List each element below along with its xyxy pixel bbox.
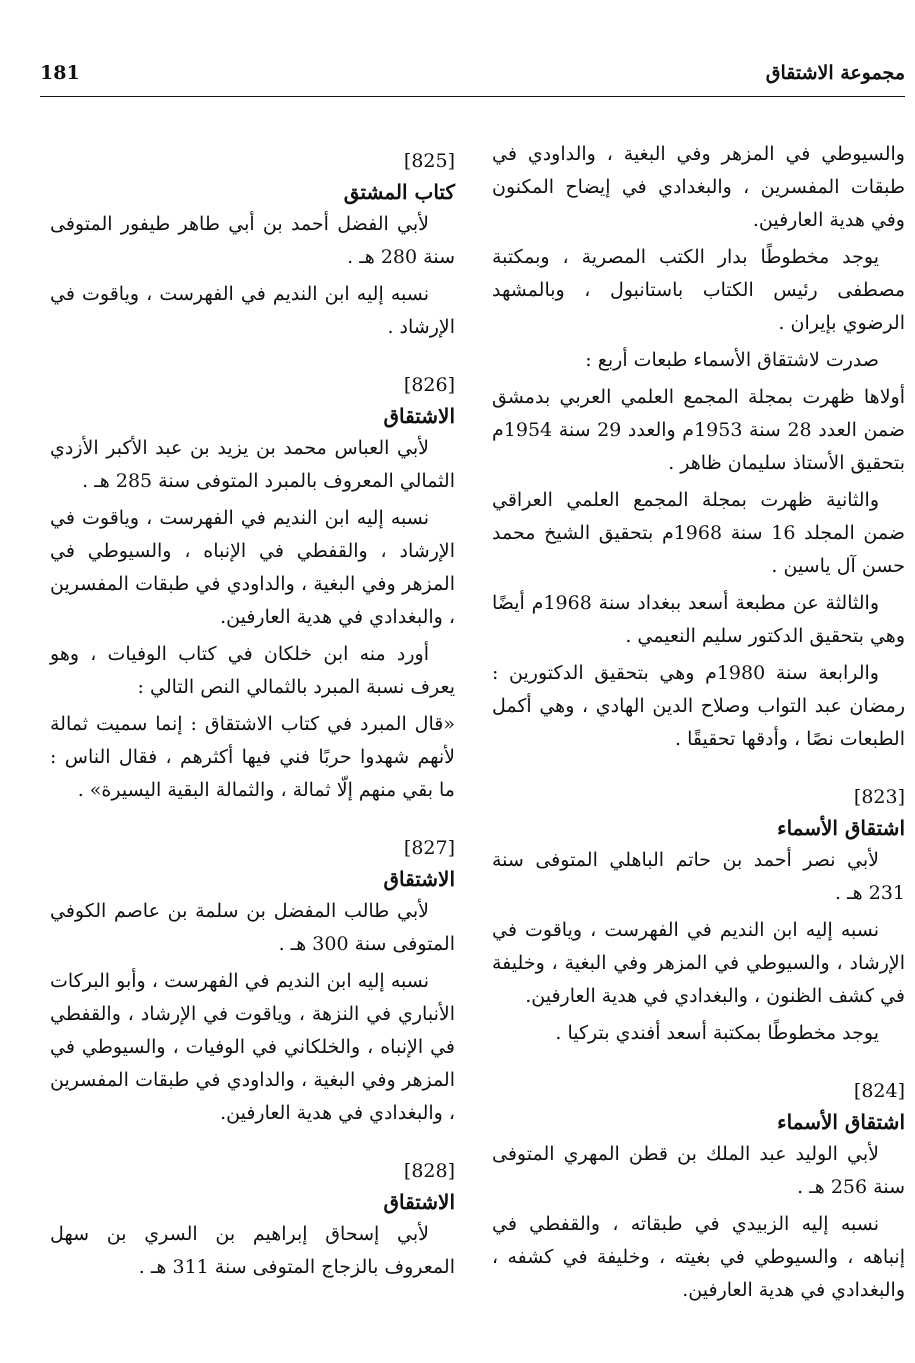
left-column [50, 142, 455, 1310]
entry-825 [50, 146, 455, 344]
running-title: مجموعة الاشتقاق [765, 62, 905, 84]
entry-number: [823] [853, 786, 905, 808]
entry-title: الاشتقاق [383, 1190, 455, 1214]
paragraph: نسبه إليه ابن النديم في الفهرست ، وياقوت في الإرشاد . [50, 283, 455, 338]
entry-title: الاشتقاق [383, 404, 455, 428]
paragraph: أورد منه ابن خلكان في كتاب الوفيات ، وهو يعرف نسبة المبرد بالثمالي النص التالي : [50, 643, 455, 698]
paragraph: لأبي نصر أحمد بن حاتم الباهلي المتوفى سنة 231 هـ . [492, 849, 905, 904]
paragraph: لأبي إسحاق إبراهيم بن السري بن سهل المعروف بالزجاج المتوفى سنة 311 هـ . [50, 1223, 455, 1278]
entry-number: [824] [853, 1080, 905, 1102]
entry-number: [826] [403, 374, 455, 396]
entry-826 [50, 370, 455, 807]
entry-title: اشتقاق الأسماء [777, 816, 905, 840]
paragraph: والرابعة سنة 1980م وهي بتحقيق الدكتورين : رمضان عبد التواب وصلاح الدين الهادي ، وهي أكمل الطبعات نصًا ، وأدقها تحقيقًا . [492, 662, 905, 750]
paragraph: أولاها ظهرت بمجلة المجمع العلمي العربي بدمشق ضمن العدد 28 سنة 1953م والعدد 29 سنة 1954م بتحقيق الأستاذ سليمان ظاهر . [492, 386, 906, 474]
paragraph: لأبي العباس محمد بن يزيد بن عبد الأكبر الأزدي الثمالي المعروف بالمبرد المتوفى سنة 285 هـ . [50, 437, 455, 492]
continuation-text [492, 138, 905, 756]
paragraph: نسبه إليه ابن النديم في الفهرست ، وياقوت في الإرشاد ، والقفطي في الإنباه ، والسيوطي في المزهر وفي البغية ، والداودي في طبقات المفسرين ، والبغدادي في هدية العارفين. [50, 507, 455, 628]
paragraph: يوجد مخطوطًا بدار الكتب المصرية ، وبمكتبة مصطفى رئيس الكتاب باستانبول ، وبالمشهد الرضوي بإيران . [492, 246, 905, 334]
entry-title: الاشتقاق [383, 867, 455, 891]
paragraph: والسيوطي في المزهر وفي البغية ، والداودي في طبقات المفسرين ، والبغدادي في إيضاح المكنون وفي هدية العارفين. [492, 143, 905, 231]
page-header [40, 62, 905, 94]
entry-title: كتاب المشتق [343, 180, 455, 204]
entry-828 [50, 1156, 455, 1284]
entry-number: [828] [403, 1160, 455, 1182]
entry-number: [825] [403, 150, 455, 172]
paragraph: لأبي الوليد عبد الملك بن قطن المهري المتوفى سنة 256 هـ . [492, 1143, 905, 1198]
entry-number: [827] [403, 837, 455, 859]
entry-title: اشتقاق الأسماء [777, 1110, 905, 1134]
right-column [492, 138, 905, 1333]
header-divider [40, 96, 905, 97]
paragraph: نسبه إليه ابن النديم في الفهرست ، وياقوت في الإرشاد ، والسيوطي في المزهر وفي البغية ، وخليفة في كشف الظنون ، والبغدادي في هدية العارفين. [492, 919, 905, 1007]
entry-827 [50, 833, 455, 1130]
paragraph: يوجد مخطوطًا بمكتبة أسعد أفندي بتركيا . [555, 1022, 879, 1044]
paragraph: والثانية ظهرت بمجلة المجمع العلمي العراقي ضمن المجلد 16 سنة 1968م بتحقيق الشيخ محمد حسن آل ياسين . [492, 489, 905, 577]
page-number: 181 [40, 62, 80, 84]
entry-823 [492, 782, 905, 1050]
entry-824 [492, 1076, 905, 1307]
paragraph: لأبي الفضل أحمد بن أبي طاهر طيفور المتوفى سنة 280 هـ . [50, 213, 455, 268]
paragraph: لأبي طالب المفضل بن سلمة بن عاصم الكوفي المتوفى سنة 300 هـ . [50, 900, 455, 955]
paragraph: صدرت لاشتقاق الأسماء طبعات أربع : [585, 349, 879, 371]
quotation: «قال المبرد في كتاب الاشتقاق : إنما سميت ثمالة لأنهم شهدوا حربًا فني فيها أكثرهم ، فقال الناس : ما بقي منهم إلّا ثمالة ، والثمالة البقية اليسيرة» . [50, 713, 455, 801]
paragraph: نسبه إليه الزبيدي في طبقاته ، والقفطي في إنباهه ، والسيوطي في بغيته ، وخليفة في كشفه ، والبغدادي في هدية العارفين. [492, 1213, 905, 1301]
paragraph: نسبه إليه ابن النديم في الفهرست ، وأبو البركات الأنباري في النزهة ، وياقوت في الإرشاد ، والقفطي في الإنباه ، والخلكاني في الوفيات ، والسيوطي في المزهر وفي البغية ، والداودي في طبقات المفسرين ، والبغدادي في هدية العارفين. [50, 970, 455, 1124]
paragraph: والثالثة عن مطبعة أسعد ببغداد سنة 1968م أيضًا وهي بتحقيق الدكتور سليم النعيمي . [492, 592, 905, 647]
